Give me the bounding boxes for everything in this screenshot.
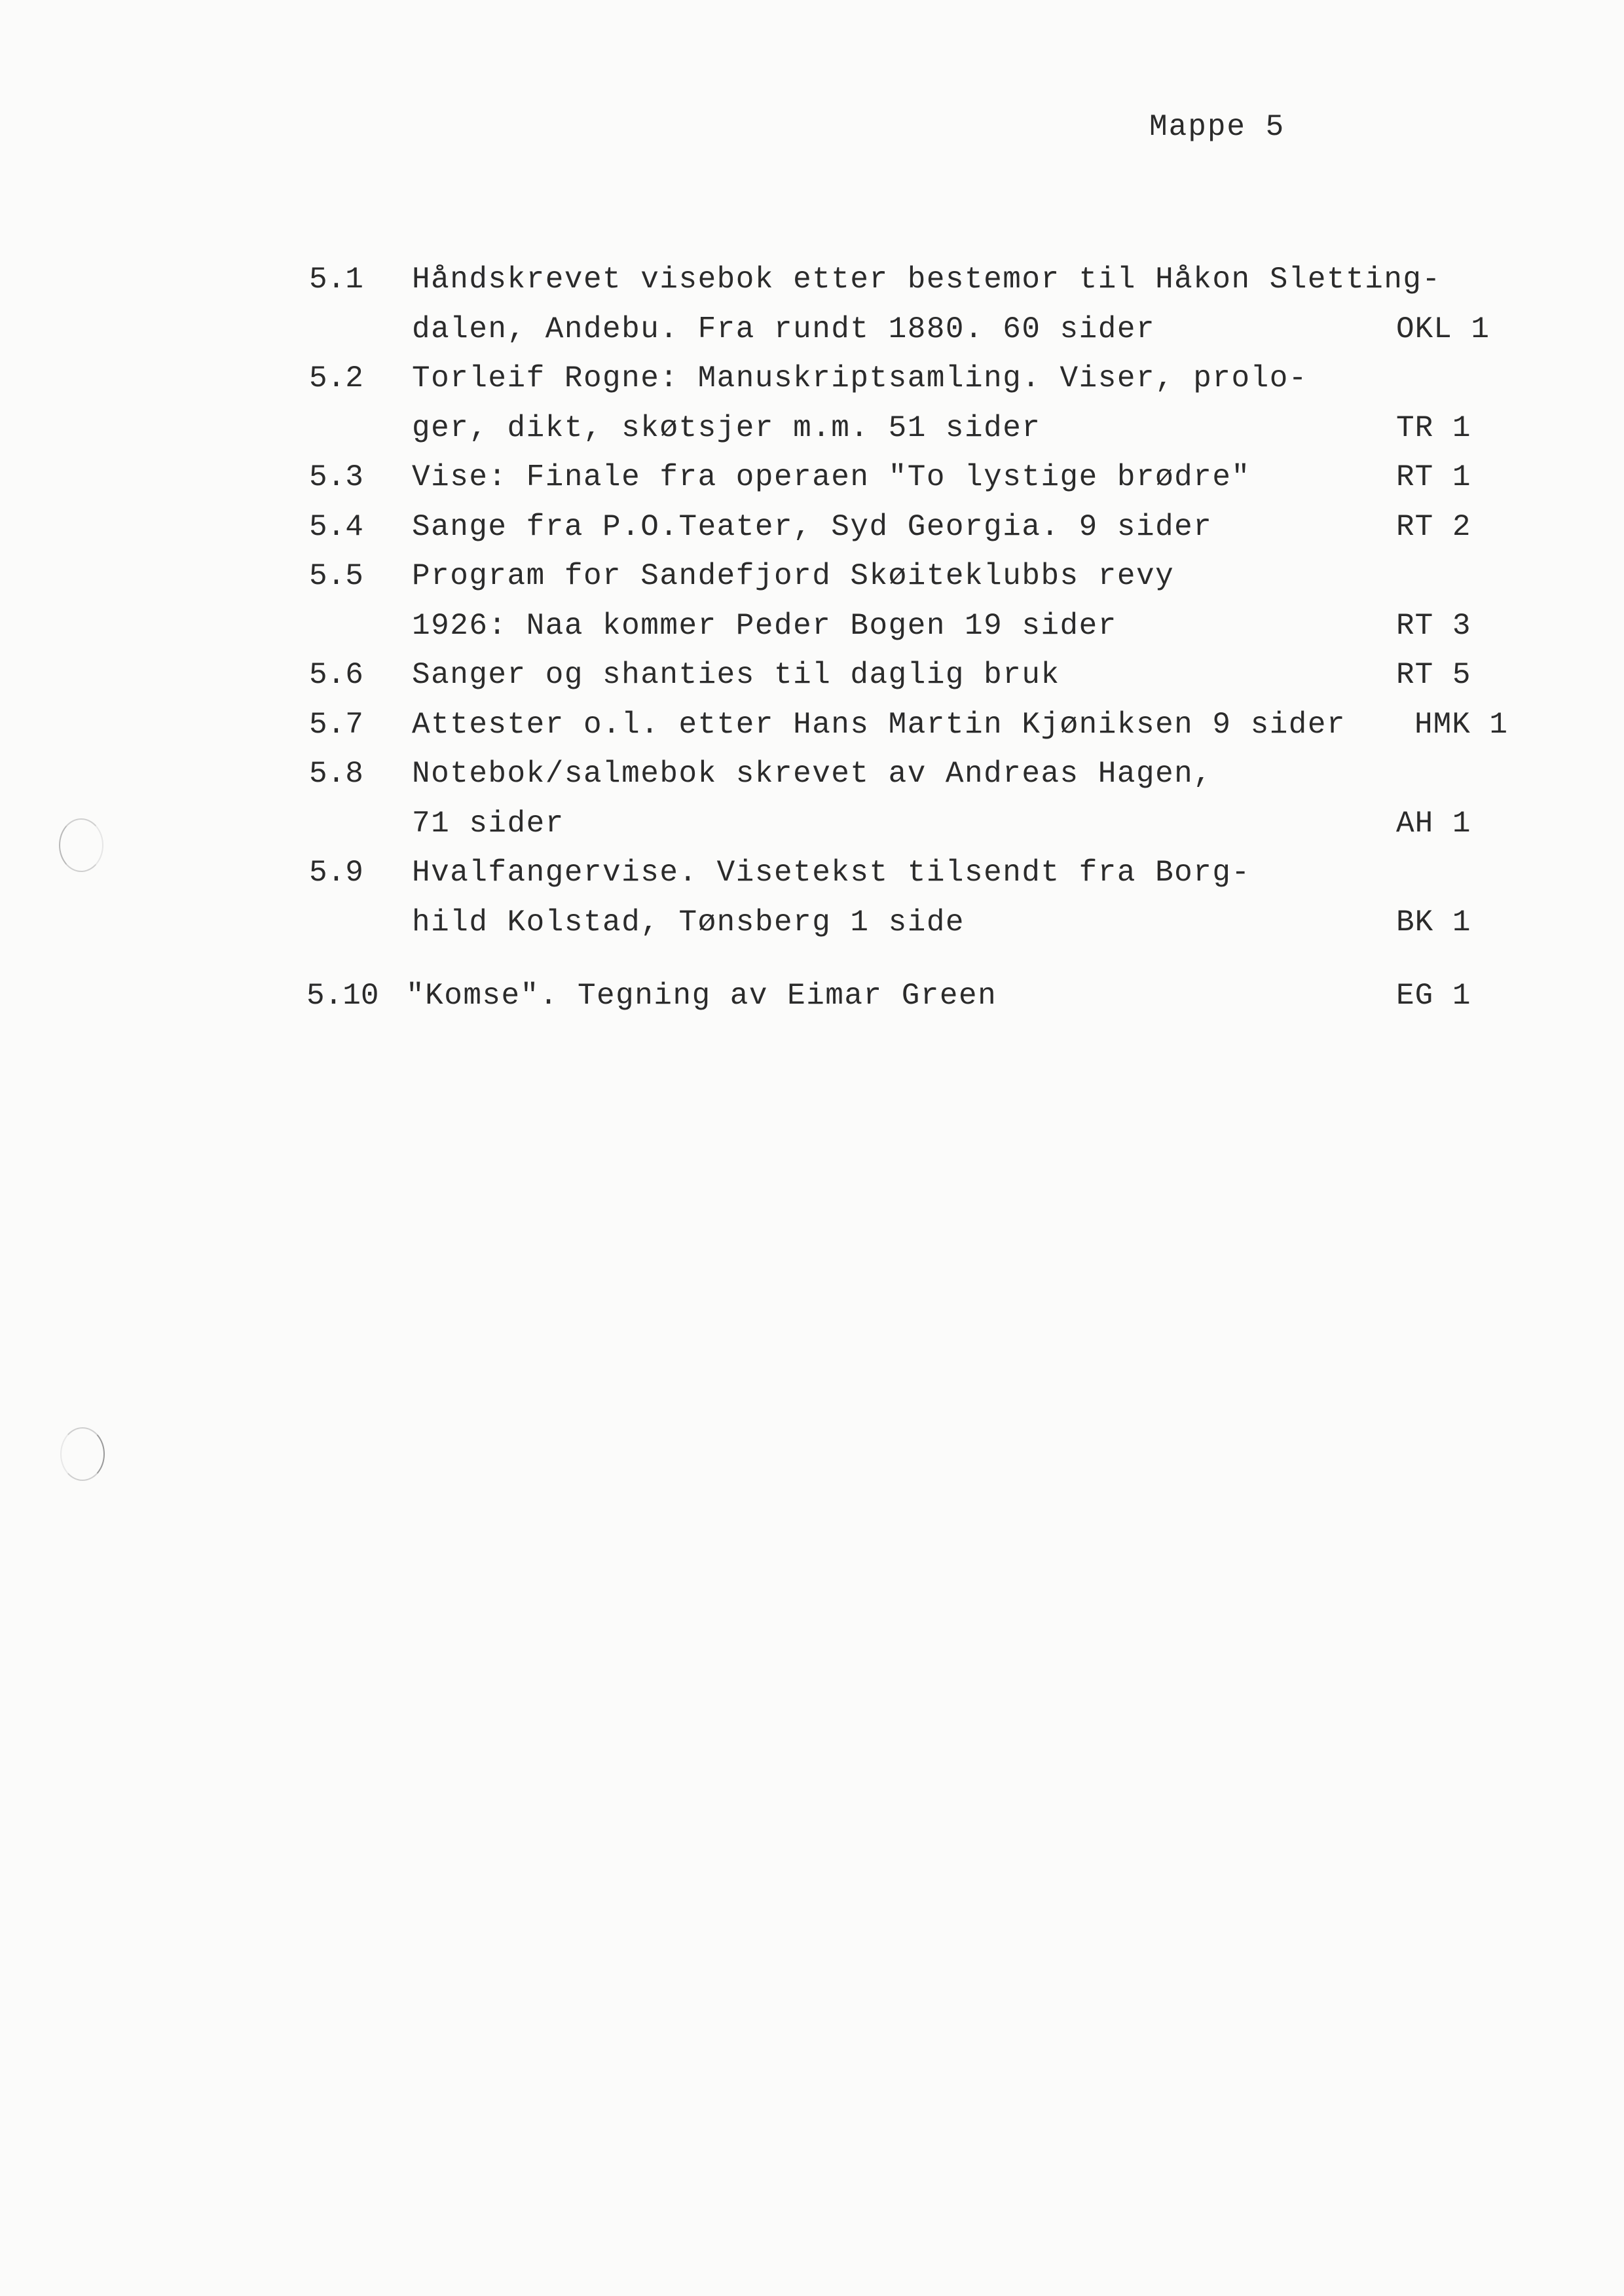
entry-number: 5.9 (309, 856, 363, 890)
entry-text: Program for Sandefjord Skøiteklubbs revy (412, 559, 1175, 593)
entry-number: 5.8 (309, 757, 363, 791)
folder-label: Mappe 5 (1149, 110, 1285, 144)
entry-text: Torleif Rogne: Manuskriptsamling. Viser, prolo- (412, 361, 1308, 395)
entry-number: 5.10 (306, 979, 379, 1013)
list-item (309, 503, 1527, 553)
list-item (309, 651, 1527, 701)
entry-text: Attester o.l. etter Hans Martin Kjøniksen 9 sider (412, 707, 1346, 742)
entry-code: OKL 1 (1396, 312, 1490, 346)
list-item (309, 453, 1527, 503)
entry-text: 71 sider (412, 806, 564, 841)
punch-hole (60, 1427, 105, 1481)
entry-code: RT 2 (1396, 509, 1471, 544)
entry-text: hild Kolstad, Tønsberg 1 side (412, 905, 965, 939)
entry-code: RT 5 (1396, 658, 1471, 692)
entry-number: 5.2 (309, 361, 363, 395)
entry-text: dalen, Andebu. Fra rundt 1880. 60 sider (412, 312, 1156, 346)
entry-text: Hvalfangervise. Visetekst tilsendt fra Borg- (412, 856, 1251, 890)
entry-number: 5.5 (309, 559, 363, 593)
entry-code: HMK 1 (1414, 707, 1509, 742)
list-item (309, 354, 1527, 404)
list-item (309, 848, 1527, 898)
list-item-continuation (309, 799, 1527, 849)
entry-code: BK 1 (1396, 905, 1471, 939)
list-item (309, 750, 1527, 799)
entry-text: 1926: Naa kommer Peder Bogen 19 sider (412, 608, 1117, 643)
entry-code: EG 1 (1396, 979, 1471, 1013)
entry-text: ger, dikt, skøtsjer m.m. 51 sider (412, 410, 1041, 445)
entry-text: Sanger og shanties til daglig bruk (412, 658, 1060, 692)
entry-number: 5.1 (309, 263, 363, 297)
list-item-continuation (309, 305, 1527, 355)
punch-hole (59, 818, 103, 872)
list-item-continuation (309, 898, 1527, 948)
entry-number: 5.3 (309, 460, 363, 494)
list-item (309, 552, 1527, 602)
entry-list (306, 255, 1527, 1021)
entry-code: AH 1 (1396, 806, 1471, 841)
entry-text: Håndskrevet visebok etter bestemor til Håkon Sletting- (412, 263, 1441, 297)
entry-number: 5.4 (309, 509, 363, 544)
list-item-continuation (309, 602, 1527, 651)
entry-number: 5.6 (309, 658, 363, 692)
list-item (306, 972, 1527, 1021)
entry-number: 5.7 (309, 707, 363, 742)
entry-text: Notebok/salmebok skrevet av Andreas Hagen, (412, 757, 1213, 791)
list-item-continuation (309, 404, 1527, 454)
entry-text: "Komse". Tegning av Eimar Green (406, 979, 997, 1013)
list-item (309, 701, 1527, 750)
entry-text: Sange fra P.O.Teater, Syd Georgia. 9 sider (412, 509, 1213, 544)
entry-code: RT 3 (1396, 608, 1471, 643)
list-item (309, 255, 1527, 305)
entry-code: RT 1 (1396, 460, 1471, 494)
entry-text: Vise: Finale fra operaen "To lystige brødre" (412, 460, 1251, 494)
entry-code: TR 1 (1396, 410, 1471, 445)
